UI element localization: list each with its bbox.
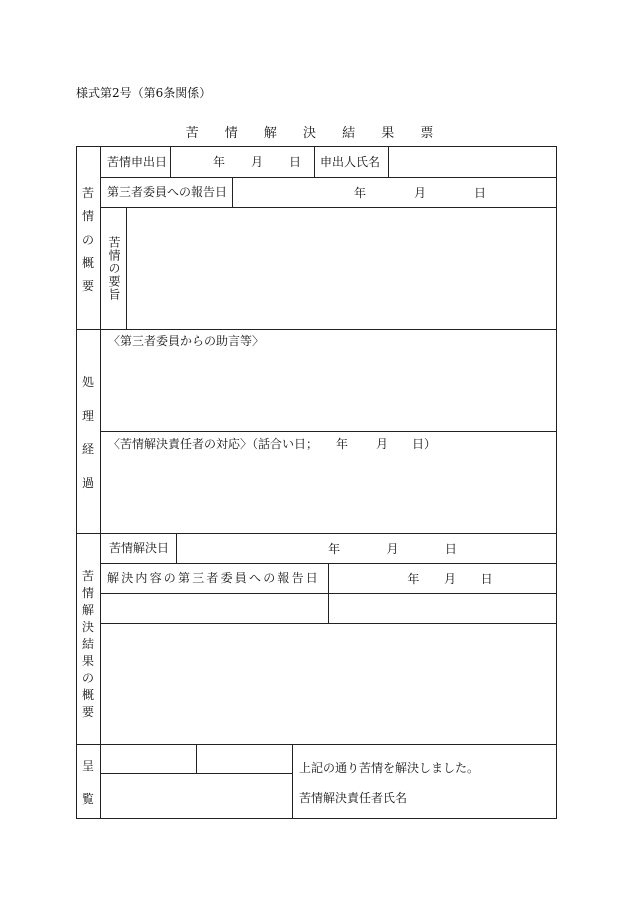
resolution-officer-label: 苦情解決責任者氏名 (299, 791, 408, 805)
resolution-officer-name-field[interactable] (410, 786, 550, 808)
complainant-name-field[interactable] (389, 147, 556, 176)
meeting-date[interactable]: 年 月 日） (336, 437, 437, 451)
section-label-process: 処 理 経 過 (81, 375, 94, 490)
resolution-date-field[interactable]: 年 月 日 (328, 541, 457, 556)
resolution-statement: 上記の通り苦情を解決しました。 (299, 761, 480, 775)
result-extra-field-right[interactable] (329, 594, 556, 622)
complaint-date-label: 苦情申出日 (107, 155, 168, 169)
form-number: 様式第2号（第6条関係） (76, 86, 212, 100)
section-label-review: 呈 覧 (81, 759, 94, 806)
document-title: 苦 情 解 決 結 果 票 (185, 126, 445, 141)
report-date-field[interactable]: 年 月 日 (353, 185, 486, 200)
section-label-result: 苦 情 解 決 結 果 の 概 要 (81, 569, 94, 719)
complaint-gist-field[interactable] (127, 208, 556, 328)
section-label-summary: 苦 情 の 概 要 (81, 186, 94, 293)
result-summary-field[interactable] (101, 624, 556, 743)
separator-summary-process (76, 329, 557, 330)
content-report-date-field[interactable]: 年 月 日 (407, 571, 493, 586)
response-label: 〈苦情解決責任者の対応〉（話合い日； (108, 437, 319, 451)
resolution-date-label: 苦情解決日 (109, 541, 170, 555)
review-stamp-2[interactable] (197, 745, 291, 772)
advice-label: 〈第三者委員からの助言等〉 (108, 334, 265, 348)
complaint-date-field[interactable]: 年 月 日 (212, 154, 301, 169)
review-stamp-1[interactable] (101, 745, 195, 772)
review-stamp-3[interactable] (101, 774, 291, 818)
advice-field[interactable] (101, 350, 556, 430)
report-date-label: 第三者委員への報告日 (107, 185, 228, 199)
content-report-date-label: 解決内容の第三者委員への報告日 (107, 571, 321, 585)
complainant-name-label: 申出人氏名 (320, 155, 381, 169)
complaint-gist-label: 苦情の要旨 (107, 236, 121, 301)
result-extra-field-left[interactable] (101, 594, 327, 622)
response-field[interactable] (101, 454, 556, 532)
